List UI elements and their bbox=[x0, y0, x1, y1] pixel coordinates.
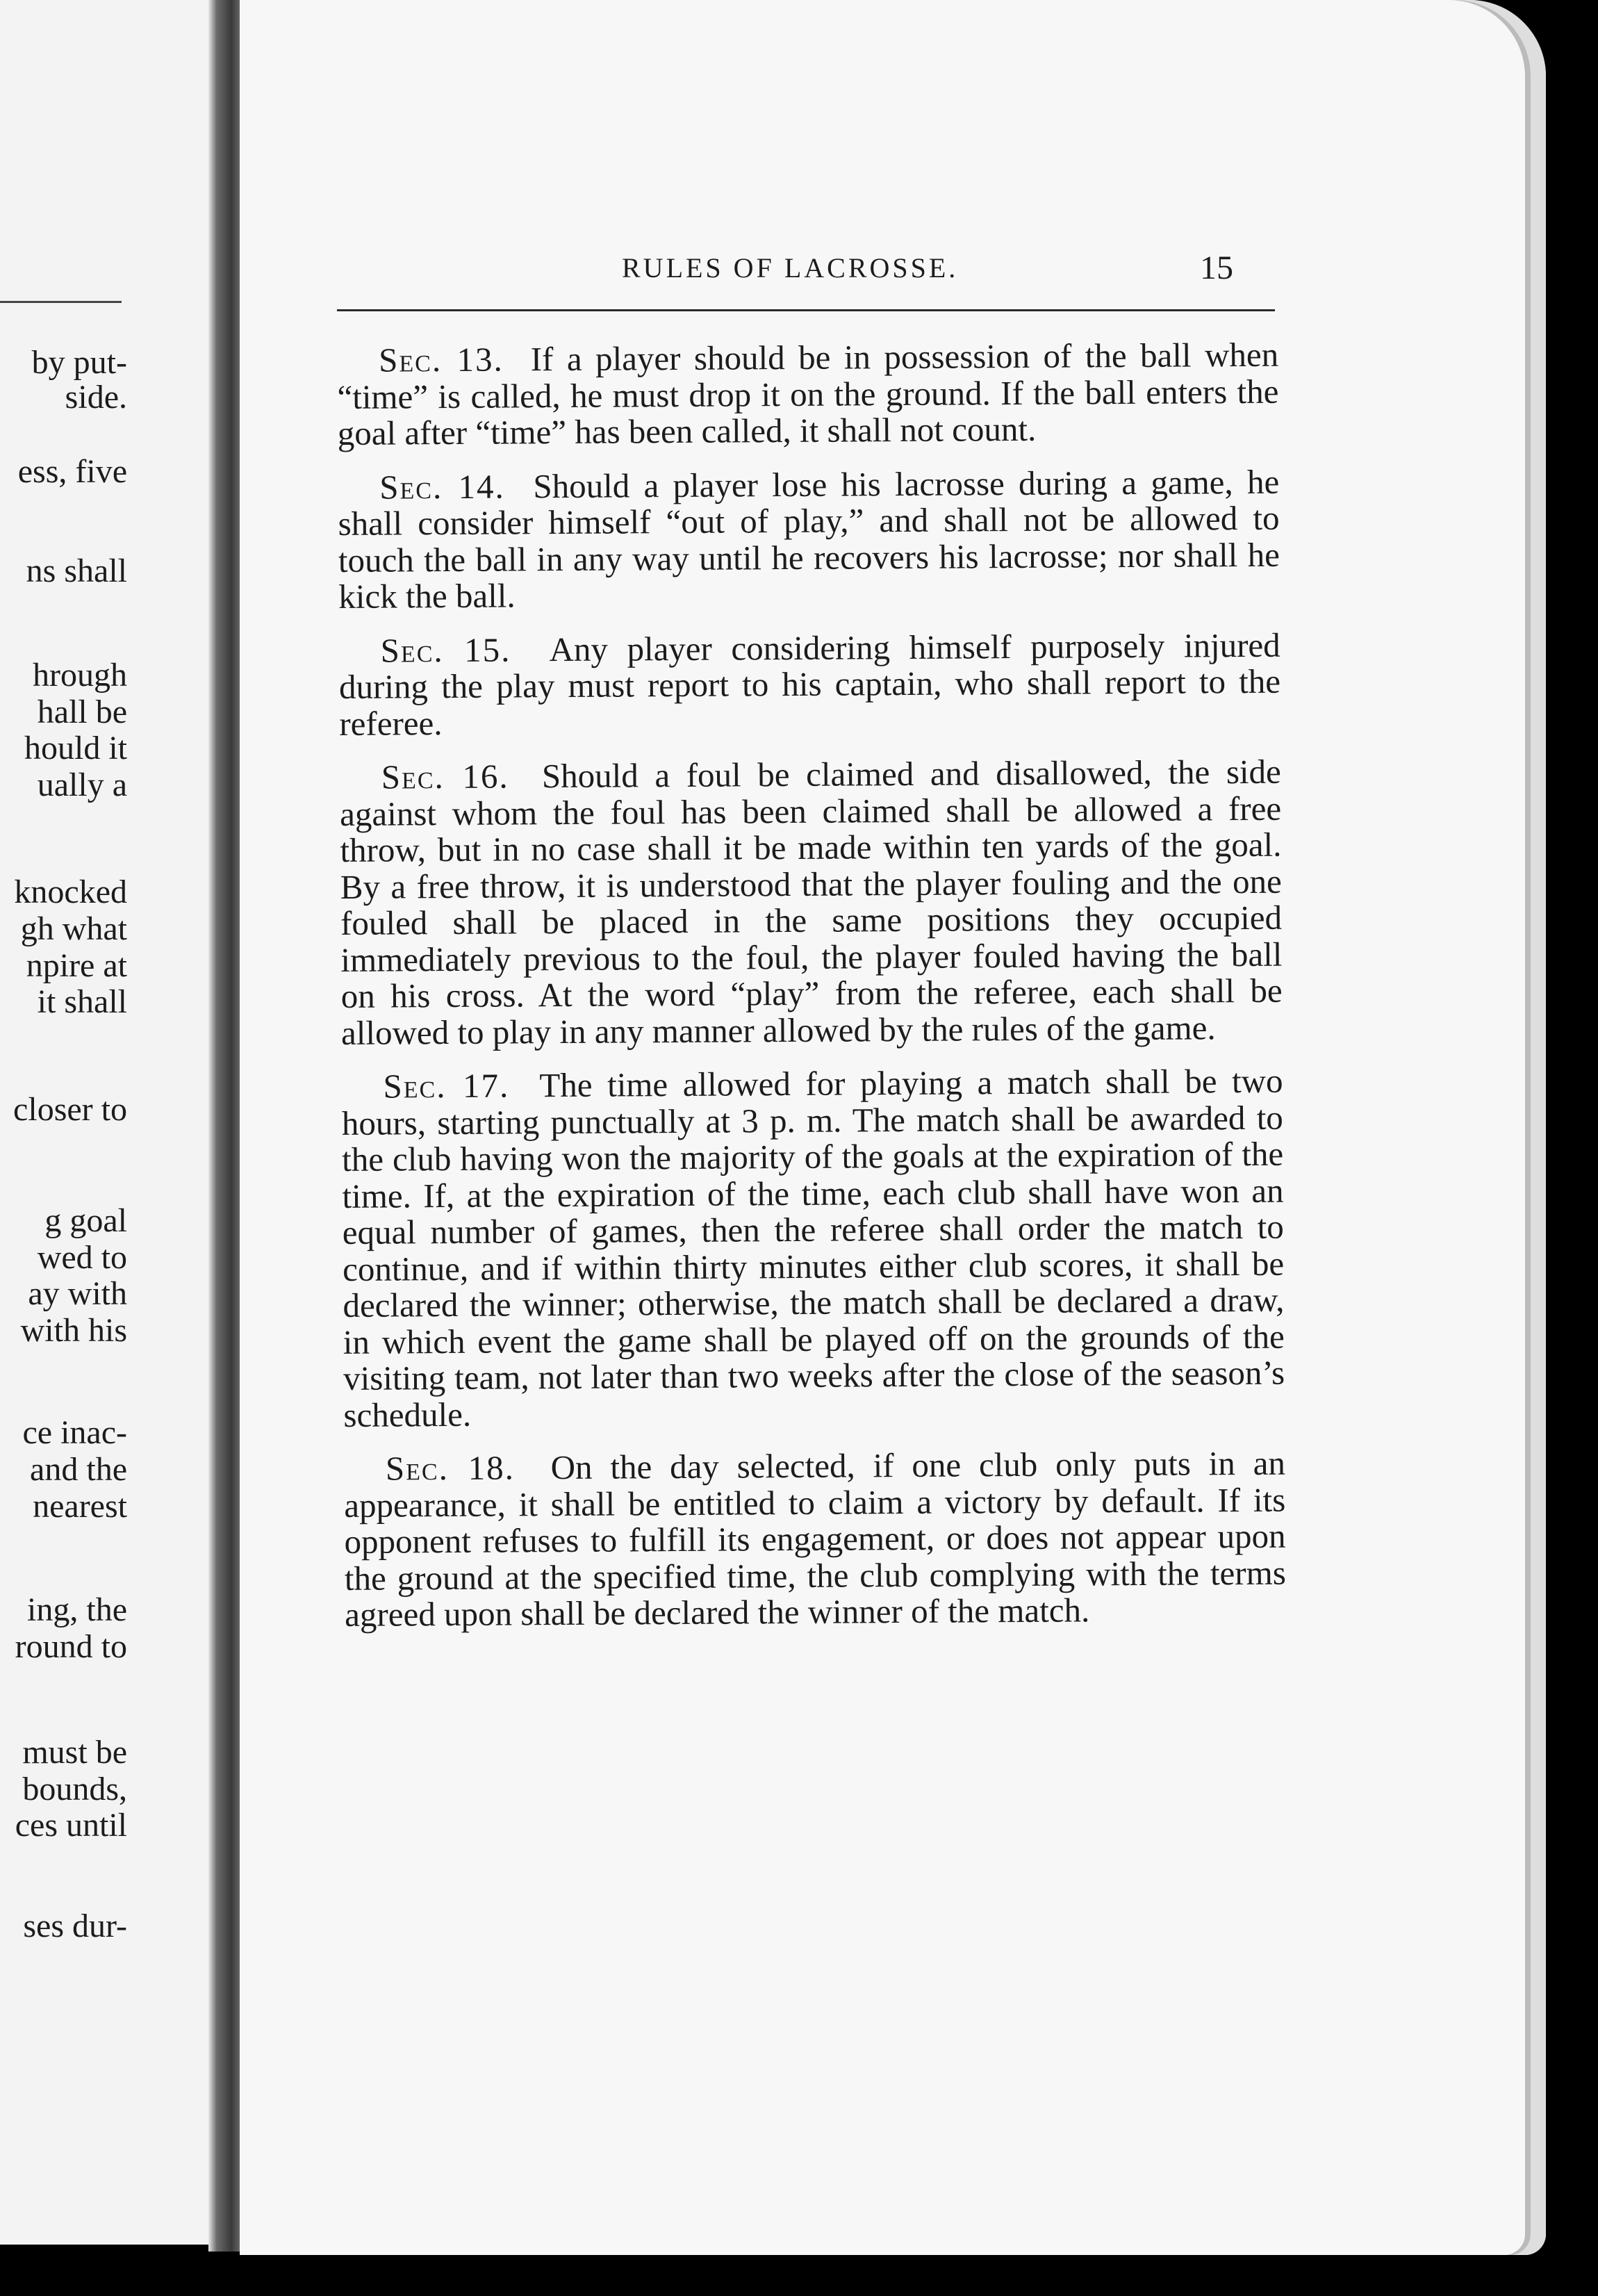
section-14 bbox=[338, 464, 1280, 615]
left-page-fragment: bounds, bbox=[22, 1771, 127, 1807]
section-18 bbox=[344, 1445, 1287, 1634]
section-text: Any player considering himself purposely injured during the play must report to his captain, who shall report to the referee. bbox=[338, 625, 1281, 743]
left-page-rule bbox=[0, 301, 122, 303]
header-rule bbox=[337, 309, 1275, 311]
left-page-fragment: ess, five bbox=[17, 453, 127, 490]
left-page-fragment: g goal bbox=[44, 1202, 127, 1239]
left-page-fragment: hould it bbox=[24, 730, 127, 766]
section-text: The time allowed for playing a match shall be two hours, starting punctually at 3 p. m. The match shall be awarded to the club having won the majority of the goals at the expiration of the time. If, at the expiration of the time, each club shall have won an equal number of games, then the referee shall order the match to continue, and if within thirty minutes either club scores, it shall be declared the winner; otherwise, the match shall be declared a draw, in which event the game shall be played off on the grounds of the visiting team, not later than two weeks after the close of the season’s schedule. bbox=[341, 1061, 1285, 1434]
left-page-fragment: ually a bbox=[37, 766, 127, 803]
section-15 bbox=[339, 627, 1281, 742]
left-page-fragment: ay with bbox=[28, 1275, 127, 1312]
section-label: Sec. 14. bbox=[379, 467, 505, 507]
left-page bbox=[0, 0, 221, 2245]
left-page-fragment: ns shall bbox=[26, 552, 127, 589]
left-page-fragment: closer to bbox=[13, 1091, 127, 1128]
section-17 bbox=[341, 1063, 1285, 1434]
left-page-fragment: gh what bbox=[20, 910, 127, 947]
left-page-fragment: must be bbox=[22, 1734, 127, 1771]
left-page-fragment: hall be bbox=[37, 694, 127, 730]
left-page-fragment: knocked bbox=[14, 874, 127, 910]
left-page-fragment: ces until bbox=[15, 1807, 127, 1844]
section-text: Should a player lose his lacrosse during a game, he shall consider himself “out of play,” and shall not be allowed to touch the ball in any way until he recovers his lacrosse; nor shall he kick the ball. bbox=[338, 462, 1280, 616]
left-page-fragment: it shall bbox=[37, 983, 127, 1020]
section-label: Sec. 13. bbox=[378, 340, 504, 379]
section-label: Sec. 18. bbox=[385, 1448, 516, 1488]
left-page-fragment: and the bbox=[30, 1451, 127, 1488]
left-page-fragment: round to bbox=[15, 1628, 127, 1665]
section-16 bbox=[340, 754, 1283, 1051]
left-page-fragment: nearest bbox=[33, 1488, 127, 1525]
left-page-fragment: ce inac- bbox=[22, 1414, 127, 1451]
left-page-fragment: side. bbox=[65, 379, 127, 416]
section-label: Sec. 15. bbox=[380, 630, 511, 670]
left-page-fragment: wed to bbox=[37, 1239, 127, 1276]
section-text: On the day selected, if one club only puts in an appearance, it shall be entitled to claim a victory by default. If its opponent refuses to fulfill its engagement, or does not appear upon the ground at the specified time, the club complying with the terms agreed upon shall be declared the winner of the match. bbox=[344, 1443, 1287, 1634]
section-label: Sec. 16. bbox=[381, 757, 509, 796]
running-head-title: RULES OF LACROSSE. bbox=[622, 252, 959, 284]
section-label: Sec. 17. bbox=[383, 1066, 510, 1106]
left-page-fragment: hrough bbox=[33, 657, 127, 694]
left-page-fragment: npire at bbox=[26, 947, 127, 984]
section-text: Should a foul be claimed and disallowed, the side against whom the foul has been claimed shall be allowed a free throw, but in no case shall it be made within ten yards of the goal. By a free throw, it is understood that the player fouling and the one fouled shall be placed in the same positions they occupied immediately previous to the foul, the player fouled having the ball on his cross. At the word “play” from the referee, each shall be allowed to play in any manner allowed by the rules of the game. bbox=[339, 752, 1283, 1052]
page-number: 15 bbox=[1200, 249, 1233, 286]
page-body bbox=[337, 337, 1286, 1651]
section-13 bbox=[337, 337, 1279, 452]
running-head bbox=[382, 247, 1247, 289]
left-page-fragment: ing, the bbox=[27, 1591, 127, 1628]
left-page-fragment: by put- bbox=[31, 344, 127, 381]
section-text: If a player should be in possession of the ball when “time” is called, he must drop it on the ground. If the ball enters the goal after “time” has been called, it shall not count. bbox=[337, 335, 1279, 452]
left-page-fragment: with his bbox=[20, 1312, 127, 1349]
left-page-fragment: ses dur- bbox=[23, 1908, 127, 1944]
